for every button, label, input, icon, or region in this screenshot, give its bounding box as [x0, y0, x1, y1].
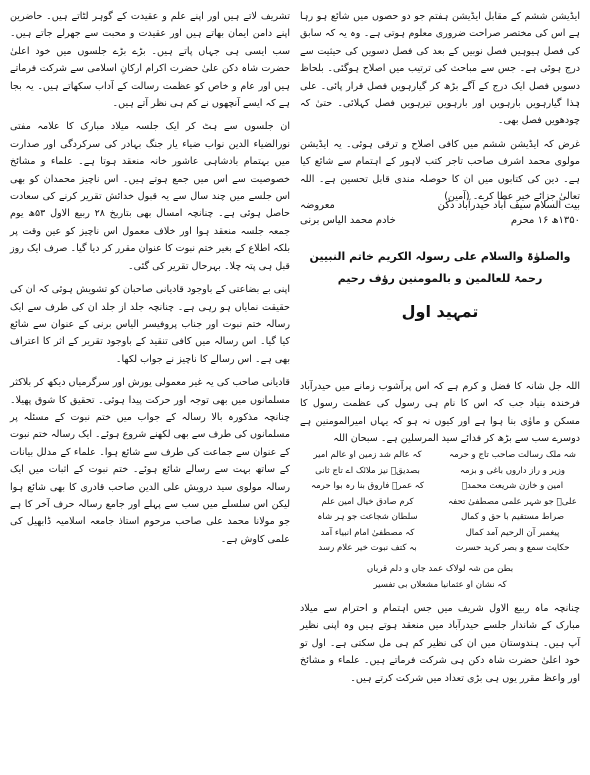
left-paragraph-3: اپنی بے بضاعتی کے باوجود قادیانی صاحبان کو تشویش ہوئی کہ ان کی حقیقت نمایاں ہو رہی ہے۔ چنانچہ جلد از جلد ان کی طرف سے ایک رسالہ ختم نبوت اور جناب پروفیسر الیاس برنی کے عنوان سے شائع کیا گیا۔ اس رسالہ میں کافی تنقید کے باوجود تقریر کے اثر کا اعتراف بھی ہے۔ اس رسالے کا ناچیز نے جواب لکھا۔	[10, 284, 290, 365]
verse-tail-1: بطن من شہ لولاک عمد جاں و دلم قرباں	[366, 564, 514, 574]
verse-tail-2: کہ نشان او عثمانیا مشعلاں بی تفسیر	[373, 580, 507, 590]
right-paragraph-1: ایڈیشن ششم کے مقابل ایڈیشن ہفتم جو دو حصوں میں شائع ہو رہا ہے اس کی مختصر صراحت ضروری معلوم ہوتی ہے۔ وہ یہ کہ سابق کی فصل ہیوہیں فصل نوبیں کے بعد کی فصل دسویں کی حیثیت سے درج ہوئی ہے۔ جس سے مباحث کی ترتیب میں اصلاح ہوگئی۔ بلحاظ دسویں فصل ایک درج کے آگے بڑھ کر گیارہویں فصل قرار پائی۔ علی ہٰذا گیارہویں بارہویں اور بارہویں تیرہویں فصل کہلائی۔ حتیٰ کہ چودھویں فصل بھی۔	[300, 11, 580, 127]
verse-grid	[300, 448, 580, 557]
verse-line: کہ عالم شد زمین او عالم امیر	[313, 450, 422, 460]
verse-line: کرم صادق خیال امین علم	[321, 496, 414, 507]
blessing-heading: والصلوٰۃ والسلام علی رسولہ الکریم خاتم النبیین رحمۃ للعالمین و بالمومنین رؤف رحیم	[309, 250, 571, 285]
closing-paragraph: چنانچہ ماہ ربیع الاول شریف میں جس اہتمام و احترام سے میلاد مبارک کے شاندار جلسے حیدرآباد میں منعقد ہوتے ہیں وہ اپنی نظیر آپ ہیں۔ ہندوستان میں ان کی نظیر کم ہی مل سکتی ہے۔ اول تو خود اعلیٰ حضرت شاہ دکن ہی شرکت فرماتے ہیں۔ علماء و مشائخ اور واعظ مقرر یوں ہی بڑی تعداد میں شرکت کرتے ہیں۔	[300, 603, 580, 684]
verse-line: بصدیقؓ نیز ملائک اے تاج ثانی	[315, 465, 420, 476]
right-paragraph-2: غرض کہ ایڈیشن ششم میں کافی اصلاح و ترقی ہوئی۔ یہ ایڈیشن مولوی محمد اشرف صاحب تاجر کتب لاہور کے اہتمام سے شائع کیا ہے۔ دین کی کتابوں میں ان کا حوصلہ مندی قابل تحسین ہے۔ اللہ تعالیٰ جزائے خیر عطا کرے۔ (آمین)	[300, 138, 580, 203]
verse-line: صراط مستقیم با حق و کمال	[460, 512, 565, 522]
left-paragraph-1: تشریف لاتے ہیں اور اپنے علم و عقیدت کے گوہر لٹاتے ہیں۔ حاضرین اپنے دامن ایمان بھاتے ہیں اور عقیدت و محبت سے جھرلے جاتے ہیں۔ سب ایسی ہی جہاں پاتے ہیں۔ بڑے بڑے جلسوں میں خود اعلیٰ حضرت شاہ دکن علیٰ حضرت اکرام ارکانِ اسلامی سے شرکت فرماتے ہیں اور عام و خاص کو عظمت رسالت کے آداب سکھاتے ہیں۔ یہ بجا ہے کہ ایسے آنچھوں نے کم ہی نظر آتے ہیں۔	[10, 11, 290, 110]
signature-block	[300, 200, 580, 226]
left-paragraph-4: قادیانی صاحب کی یہ غیر معمولی یورش اور سرگرمیاں دیکھ کر بلاکثر مسلمانوں میں بھی توجہ اور حرکت پیدا ہوئی۔ تحقیق کا شوق پھیلا۔ چنانچہ مذکورہ بالا رسالہ کے جواب میں ختم نبوت کے مسئلہ پر مسلمانوں کی طرف سے بھی لکھنے شروع ہوئے۔ ایک رسالہ ختم نبوت کے عنوان سے جماعت کی طرف سے شائع ہوا۔ علماء کے مدلل بیانات کے ساتھ بہت سے رسالے شائع ہوئے۔ ختم نبوت کے اثبات میں ایک رسالہ مولوی سید درویش علی الدین صاحب قادری کا بھی شائع ہوا لیکن اس سلسلے میں سب سے پہلے اور جامع رسالہ حرف آخر کا ہے جو مولانا محمد علی صاحب مرحوم استاذ جامعہ اسلامیہ ڈابھیل کی علمی کاوش ہے۔	[10, 377, 290, 545]
verse-line: شہ ملک رسالت صاحب تاج و حرمہ	[449, 450, 576, 460]
verse-line: بہ کتف نبوت خیر علام رسد	[318, 543, 417, 553]
right-top-text	[300, 8, 580, 211]
verse-line: حکایت سمع و بصر کرید حسرت	[455, 543, 570, 553]
left-text-column	[10, 8, 290, 554]
chapter-title: تمہید اول	[401, 302, 479, 321]
verse-line: علیؓ جو شہر علمی مصطفیٰ تحفہ	[448, 496, 577, 507]
signature-date: ۱۳۵۰ھ ۱۶ محرم	[510, 215, 580, 226]
verse-line: پیغمبر آن الرحیم آمد کمال	[465, 527, 560, 538]
signature-author: خادم محمد الیاس برنی	[300, 215, 396, 226]
verse-line: کہ مصطفیٰ امام انبیاء آمد	[320, 527, 415, 538]
signature-place: بیت السلام سیف آباد حیدرآباد دکن	[437, 200, 580, 211]
signature-label: معروضہ	[300, 200, 335, 211]
verse-line: سلطان شجاعت جو ہر شاہ	[317, 512, 418, 522]
left-paragraph-2: ان جلسوں سے ہٹ کر ایک جلسہ میلاد مبارک کا علامہ مفتی نورالضیاء الدین نواب ضیاء یار جنگ بہادر کی سرکردگی اور صدارت میں بہتمام بادشاہی عاشور خانہ منعقد ہوتا ہے۔ علماء و مشائخ خصوصیت سے اس میں جمع ہوتے ہیں۔ اس ناچیز محمدان کو بھی اس جلسے میں چند سال سے یہ قبول خدائش تقریر کرنے کی سعادت حاصل ہوئی ہے۔ چنانچہ امسال بھی بتاریخ ۲۸ ربیع الاول ۵۳ھ یوم جمعہ جلسہ منعقد ہوا اور خلاف معمول اس ناچیز کو عین وقت پر بلکہ اطلاع کے بغیر ختم نبوت کا عنوان مقرر کر دیا گیا۔ صرف ایک روز قبل ہی پتہ چلا۔ بہرحال تقریر کی گئی۔	[10, 121, 290, 272]
verse-line: وزیر و راز داروں باغی و بزمہ	[459, 465, 566, 476]
intro-paragraph: اللہ جل شانہ کا فضل و کرم ہے کہ اس پرآشوب زمانے میں حیدرآباد فرخندہ بنیاد جب کہ اس کا نام ہی رسول کی عظمت رسول کا مسکن و ماوٰی بنا ہوا ہے اور کیوں نہ ہو کہ یہاں امیرالمومنین ہے دوسرے سب سے بڑھ کر فدائے سید المرسلین ہے۔ سبحان اللہ	[300, 381, 580, 445]
verse-line: کہ عمرؓ فاروق بنا رہ بوا حرمہ	[311, 481, 424, 491]
verse-line: امین و خازن شریعت محمدؐ	[461, 481, 564, 491]
